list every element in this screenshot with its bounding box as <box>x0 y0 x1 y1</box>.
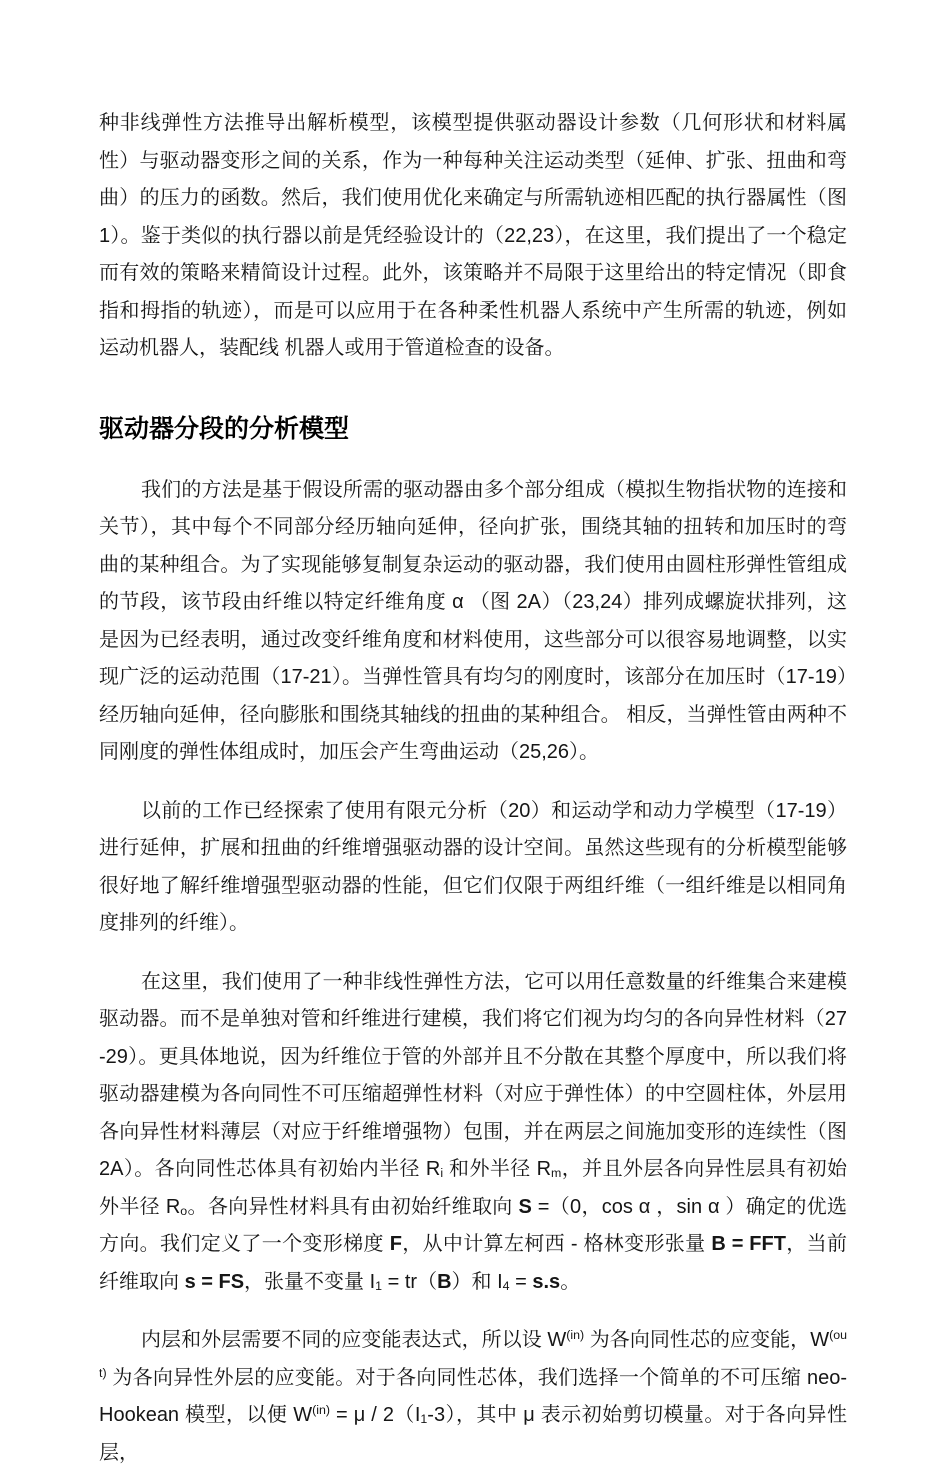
text-run: B <box>437 1270 452 1293</box>
text-run: = <box>509 1270 533 1293</box>
text-run: 为各向异性外层的应变能。对于各向同性芯体，我们选择一个简单的不可压缩 neo-Hookean 模型，以便 W <box>99 1366 847 1427</box>
text-run: ，当前纤维取向 <box>99 1233 847 1293</box>
text-run: -3），其中 μ 表示初始剪切模量。对于各向异性层， <box>99 1404 848 1464</box>
text-run: = tr（ <box>382 1270 438 1293</box>
text-run: 为各向同性芯的应变能，W <box>584 1329 830 1352</box>
text-run: B = FFT <box>711 1233 786 1256</box>
text-run: i <box>440 1166 444 1181</box>
text-run: (out) <box>99 1328 847 1380</box>
text-run: ，张量不变量 I <box>244 1270 376 1293</box>
text-run: m <box>551 1166 562 1181</box>
text-run: 在这里，我们使用了一种非线性弹性方法，它可以用任意数量的纤维集合来建模驱动器。而不是单独对管和纤维进行建模，我们将它们视为均匀的各向异性材料（27-29）。更具体地说，因为纤维位于管的外部并且不分散在其整个厚度中，所以我们将驱动器建模为各向同性不可压缩超弹性材料（对应于弹性体）的中空圆柱体，外层用各向异性材料薄层（对应于纤维增强物）包围，并在两层之间施加变形的连续性（图 2A）。各向同性芯体具有初始内半径 R <box>99 970 847 1181</box>
text-run: =（0，cos α ，sin α ）确定的优选方向。我们定义了一个变形梯度 <box>99 1195 848 1256</box>
text-run: F <box>389 1233 402 1256</box>
paragraph <box>99 472 847 772</box>
text-run: 1 <box>420 1412 428 1427</box>
text-run: (in) <box>566 1328 585 1343</box>
text-run: 种非线弹性方法推导出解析模型，该模型提供驱动器设计参数（几何形状和材料属性）与驱动器变形之间的关系，作为一种每种关注运动类型（延伸、扩张、扭曲和弯曲）的压力的函数。然后，我们使用优化来确定与所需轨迹相匹配的执行器属性（图 1）。鉴于类似的执行器以前是凭经验设计的（22,23），在这里，我们提出了一个稳定而有效的策略来精简设计过程。此外，该策略并不局限于这里给出的特定情况（即食指和拇指的轨迹），而是可以应用于在各种柔性机器人系统中产生所需的轨迹，例如运动机器人，装配线 机器人或用于管道检查的设备。 <box>99 112 847 359</box>
paragraph <box>99 105 847 368</box>
text-run: ，并且外层各向异性层具有初始外半径 R <box>99 1158 848 1218</box>
text-run: 和外半径 R <box>443 1158 552 1181</box>
paragraph <box>99 1322 847 1472</box>
text-run: (in) <box>312 1403 331 1418</box>
text-run: 。 <box>560 1270 581 1293</box>
text-run: = μ / 2（I <box>330 1404 421 1427</box>
text-run: ，从中计算左柯西 - 格林变形张量 <box>401 1233 712 1256</box>
text-run: o <box>180 1203 188 1218</box>
text-run: 4 <box>502 1278 510 1293</box>
text-run: 我们的方法是基于假设所需的驱动器由多个部分组成（模拟生物指状物的连接和关节），其中每个不同部分经历轴向延伸，径向扩张，围绕其轴的扭转和加压时的弯曲的某种组合。为了实现能够复制复杂运动的驱动器，我们使用由圆柱形弹性管组成的节段，该节段由纤维以特定纤维角度 α （图 2A）（23,24）排列成螺旋状排列，这是因为已经表明，通过改变纤维角度和材料使用，这些部分可以很容易地调整，以实现广泛的运动范围（17-21）。当弹性管具有均匀的刚度时，该部分在加压时（17-19）经历轴向延伸，径向膨胀和围绕其轴线的扭曲的某种组合。 相反，当弹性管由两种不同刚度的弹性体组成时，加压会产生弯曲运动（25,26）。 <box>99 478 847 764</box>
section-heading: 驱动器分段的分析模型 <box>99 414 350 443</box>
text-run: s.s <box>532 1270 561 1293</box>
text-run: 内层和外层需要不同的应变能表达式，所以设 W <box>141 1329 567 1352</box>
paragraph <box>99 964 847 1302</box>
text-run: 以前的工作已经探索了使用有限元分析（20）和运动学和动力学模型（17-19）进行延伸，扩展和扭曲的纤维增强驱动器的设计空间。虽然这些现有的分析模型能够很好地了解纤维增强型驱动器的性能，但它们仅限于两组纤维（一组纤维是以相同角度排列的纤维）。 <box>99 799 847 935</box>
text-run: ）和 I <box>451 1270 503 1293</box>
text-run: 。各向异性材料具有由初始纤维取向 <box>187 1195 519 1218</box>
text-run: s = FS <box>184 1270 245 1293</box>
paragraph <box>99 793 847 943</box>
text-run: S <box>518 1195 532 1218</box>
document-body <box>99 105 847 1472</box>
text-run: 1 <box>375 1278 383 1293</box>
